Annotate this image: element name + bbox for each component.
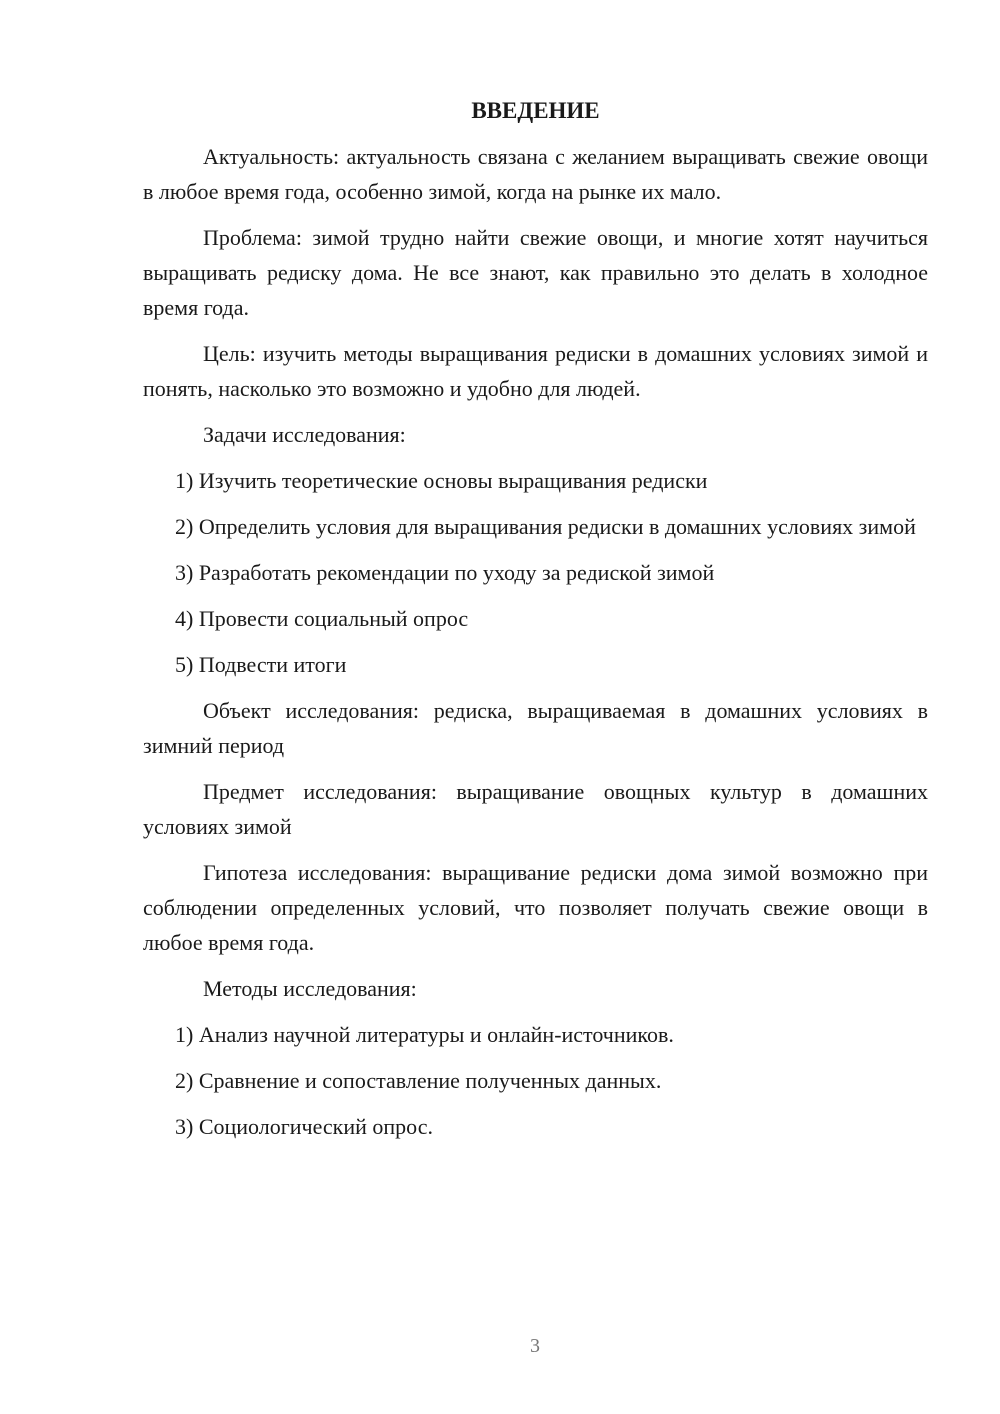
document-page [143, 94, 928, 1155]
task-item-4: 4) Провести социальный опрос [175, 606, 469, 631]
hypothesis-paragraph: Гипотеза исследования: выращивание редиски дома зимой возможно при соблюдении определенных условий, что позволяет получать свежие овощи в любое время года. [143, 860, 928, 955]
methods-title: Методы исследования: [203, 976, 417, 1001]
problem-paragraph: Проблема: зимой трудно найти свежие овощи, и многие хотят научиться выращивать редиску дома. Не все знают, как правильно это делать в холодное время года. [143, 225, 928, 320]
page-number: 3 [530, 1335, 540, 1357]
task-item-2: 2) Определить условия для выращивания редиски в домашних условиях зимой [175, 514, 916, 539]
method-item-1: 1) Анализ научной литературы и онлайн-источников. [175, 1022, 674, 1047]
relevance-paragraph: Актуальность: актуальность связана с желанием выращивать свежие овощи в любое время года, особенно зимой, когда на рынке их мало. [143, 144, 928, 204]
section-heading: ВВЕДЕНИЕ [471, 98, 600, 123]
task-item-3: 3) Разработать рекомендации по уходу за редиской зимой [175, 560, 715, 585]
task-item-5: 5) Подвести итоги [175, 652, 347, 677]
subject-paragraph: Предмет исследования: выращивание овощных культур в домашних условиях зимой [143, 779, 928, 839]
method-item-3: 3) Социологический опрос. [175, 1114, 433, 1139]
goal-paragraph: Цель: изучить методы выращивания редиски в домашних условиях зимой и понять, насколько это возможно и удобно для людей. [143, 341, 928, 401]
tasks-title: Задачи исследования: [203, 422, 406, 447]
task-item-1: 1) Изучить теоретические основы выращивания редиски [175, 468, 708, 493]
method-item-2: 2) Сравнение и сопоставление полученных данных. [175, 1068, 662, 1093]
object-paragraph: Объект исследования: редиска, выращиваемая в домашних условиях в зимний период [143, 698, 928, 758]
